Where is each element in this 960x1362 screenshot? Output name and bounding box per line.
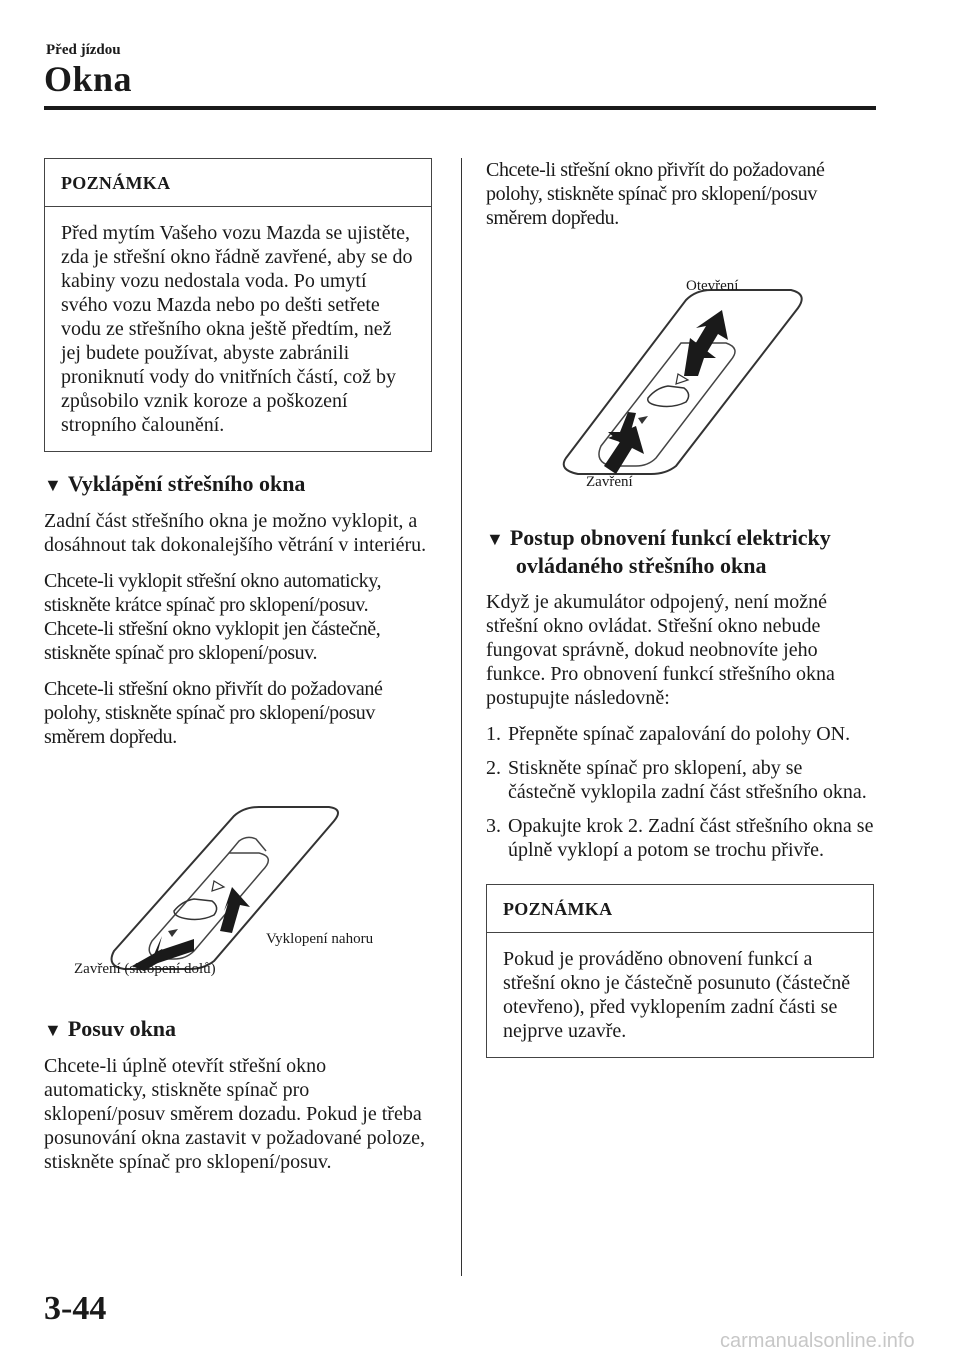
figure-label-close: Zavření xyxy=(586,474,633,490)
step-text: Přepněte spínač zapalování do polohy ON. xyxy=(508,723,851,745)
paragraph: Zadní část střešního okna je možno vyklopit, a dosáhnout tak dokonalejšího větrání v interiéru. xyxy=(44,510,427,556)
page-number: 3-44 xyxy=(44,1290,107,1327)
note-body: Před mytím Vašeho vozu Mazda se ujistěte, zda je střešní okno řádně zavřené, aby se do kabiny vozu nedostala voda. Po umytí svého vozu Mazda nebo po dešti setřete vodu ze střešního okna ještě předtím, než jej budete používat, abyste zabránili proniknutí vody do vnitřních částí, což by způsobilo vznik koroze a poškození stropního čalounění. xyxy=(61,222,413,436)
triangle-icon: ▼ xyxy=(44,475,62,495)
note-title: POZNÁMKA xyxy=(487,885,873,933)
step-text: Stiskněte spínač pro sklopení, aby se částečně vyklopila zadní část střešního okna. xyxy=(508,757,867,803)
paragraph: Chcete-li úplně otevřít střešní okno automaticky, stiskněte spínač pro sklopení/posuv směrem dozadu. Pokud je třeba posunování okna zastavit v požadované poloze, stiskněte spínač pro sklopení/posuv. xyxy=(44,1055,425,1173)
step-number: 1. xyxy=(486,723,501,745)
triangle-icon: ▼ xyxy=(44,1020,62,1040)
list-item xyxy=(486,814,874,862)
steps-list xyxy=(486,722,874,862)
heading-text-wrap xyxy=(510,524,831,580)
watermark: carmanualsonline.info xyxy=(720,1330,915,1352)
heading-text: Vyklápění střešního okna xyxy=(67,471,306,496)
note-body: Pokud je prováděno obnovení funkcí a střešní okno je částečně posunuto (částečně otevřeno), před vyklopením zadní části se nejprve uzavře. xyxy=(503,948,851,1042)
left-column xyxy=(44,158,432,1186)
section-heading-tilt xyxy=(44,470,432,499)
page-title: Okna xyxy=(44,59,133,99)
list-item xyxy=(486,756,874,804)
paragraph: Když je akumulátor odpojený, není možné střešní okno ovládat. Střešní okno nebude fungovat správně, dokud neobnovíte jeho funkce. Pro obnovení funkcí střešního okna postupujte následovně: xyxy=(486,591,835,709)
paragraph: Chcete-li střešní okno přivřít do požadované polohy, stiskněte spínač pro sklopení/posuv směrem dopředu. xyxy=(486,159,825,229)
slide-switch-illustration xyxy=(486,248,874,498)
figure-slide-switch xyxy=(486,248,874,498)
header-rule xyxy=(44,106,876,110)
step-text: Opakujte krok 2. Zadní část střešního okna se úplně vyklopí a potom se trochu přivře. xyxy=(508,815,874,861)
note-box xyxy=(44,158,432,452)
figure-tilt-switch xyxy=(44,761,432,1001)
heading-text-line2: ovládaného střešního okna xyxy=(515,553,767,578)
list-item xyxy=(486,722,874,746)
header-section: Před jízdou xyxy=(46,42,121,58)
step-number: 2. xyxy=(486,757,501,779)
step-number: 3. xyxy=(486,815,501,837)
column-divider xyxy=(461,158,462,1276)
heading-text: Posuv okna xyxy=(67,1016,177,1041)
paragraph: Chcete-li vyklopit střešní okno automaticky, stiskněte krátce spínač pro sklopení/posuv. Chcete-li střešní okno vyklopit jen částečně, stiskněte spínač pro sklopení/posuv. xyxy=(44,570,382,664)
figure-label-up: Vyklopení nahoru xyxy=(266,931,374,947)
section-heading-slide xyxy=(44,1015,432,1044)
triangle-icon: ▼ xyxy=(486,529,504,549)
heading-text-line1: Postup obnovení funkcí elektricky xyxy=(509,525,831,550)
paragraph: Chcete-li střešní okno přivřít do požadované polohy, stiskněte spínač pro sklopení/posuv směrem dopředu. xyxy=(44,678,383,748)
note-title: POZNÁMKA xyxy=(45,159,431,207)
figure-label-down: Zavření (sklopení dolů) xyxy=(74,961,216,977)
right-column xyxy=(486,158,874,1076)
section-heading-restore xyxy=(486,524,874,580)
note-box xyxy=(486,884,874,1058)
figure-label-open: Otevření xyxy=(686,278,739,294)
